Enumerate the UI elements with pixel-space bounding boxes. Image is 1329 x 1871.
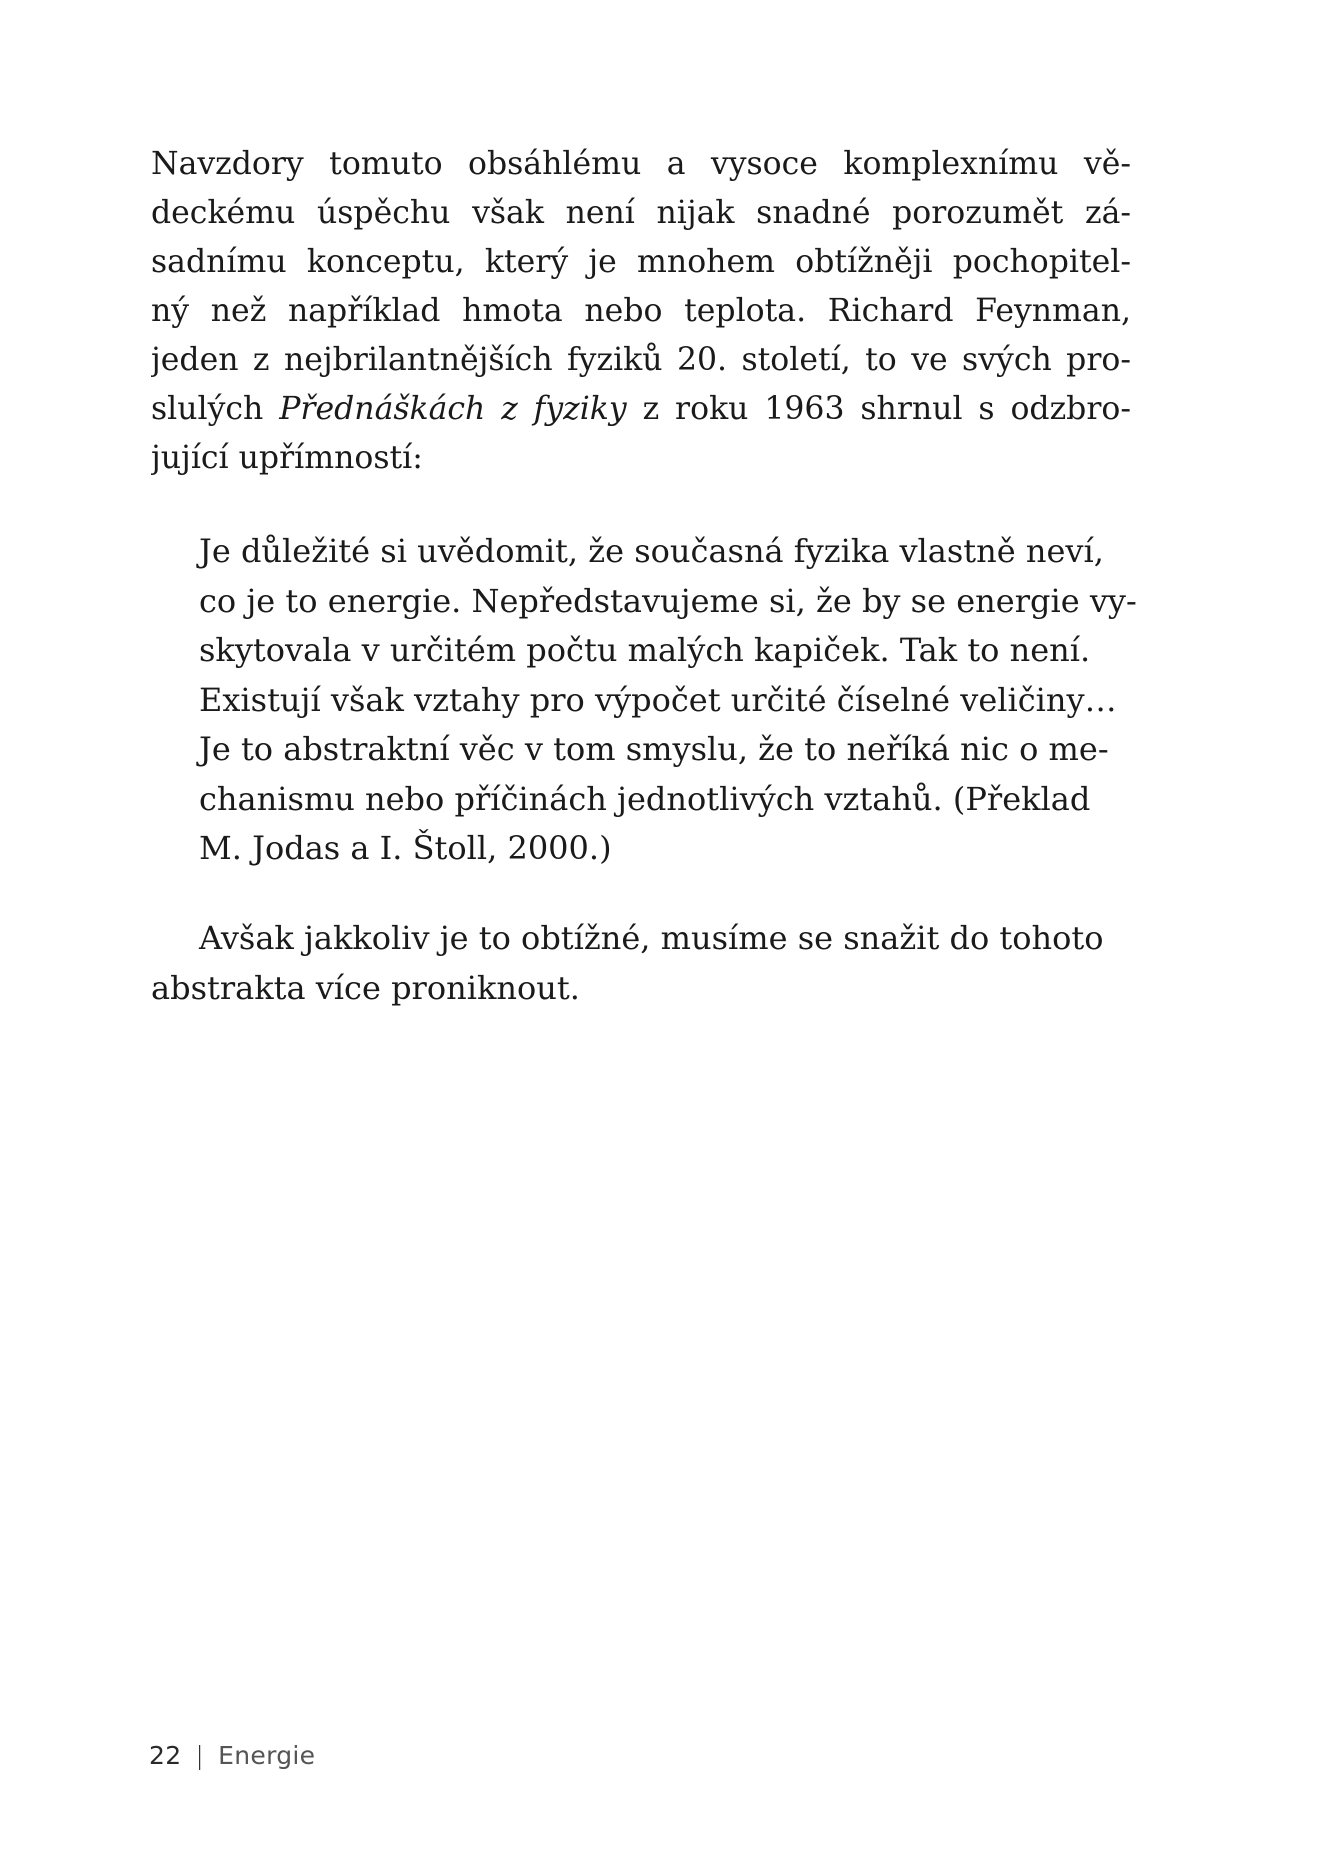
quote-line: M. Jodas a I. Štoll, 2000.) (199, 829, 612, 867)
text-line: sadnímu konceptu, který je mnohem obtížněji pochopitel- (151, 244, 1131, 280)
closing-paragraph (151, 913, 1131, 1013)
text-line (151, 385, 1131, 434)
text-line: jující upřímností: (151, 440, 423, 476)
text-line: ný než například hmota nebo teplota. Richard Feynman, (151, 293, 1131, 329)
page-footer (149, 1741, 315, 1770)
quote-line: co je to energie. Nepředstavujeme si, že by se energie vy- (199, 581, 1137, 620)
section-title: Energie (218, 1741, 316, 1770)
text-line: Navzdory tomuto obsáhlému a vysoce komplexnímu vě- (151, 146, 1131, 182)
text-line: deckému úspěchu však není nijak snadné porozumět zá- (151, 195, 1131, 231)
text-line: Avšak jakkoliv je to obtížné, musíme se snažit do tohoto (199, 919, 1104, 957)
paragraph-intro (151, 140, 1131, 483)
quote-line: chanismu nebo příčinách jednotlivých vztahů. (Překlad (199, 779, 1091, 818)
page-number: 22 (149, 1741, 182, 1770)
quote-line: Je to abstraktní věc v tom smyslu, že to neříká nic o me- (199, 730, 1109, 768)
feynman-quote (199, 527, 1137, 874)
body-paragraph (151, 140, 1131, 483)
text-fragment: slulých (151, 391, 280, 427)
quote-line: skytovala v určitém počtu malých kapiček. Tak to není. (199, 631, 1091, 669)
footer-separator: | (195, 1741, 205, 1770)
quote-line: Je důležité si uvědomit, že současná fyzika vlastně neví, (199, 532, 1104, 570)
book-title-italic: Přednáškách z fyziky (279, 391, 627, 427)
text-line: abstrakta více proniknout. (151, 969, 580, 1007)
quote-line: Existují však vztahy pro výpočet určité číselné veličiny… (199, 680, 1117, 719)
text-line: jeden z nejbrilantnějších fyziků 20. století, to ve svých pro- (151, 342, 1131, 378)
text-fragment: z roku 1963 shrnul s odzbro- (626, 391, 1131, 427)
